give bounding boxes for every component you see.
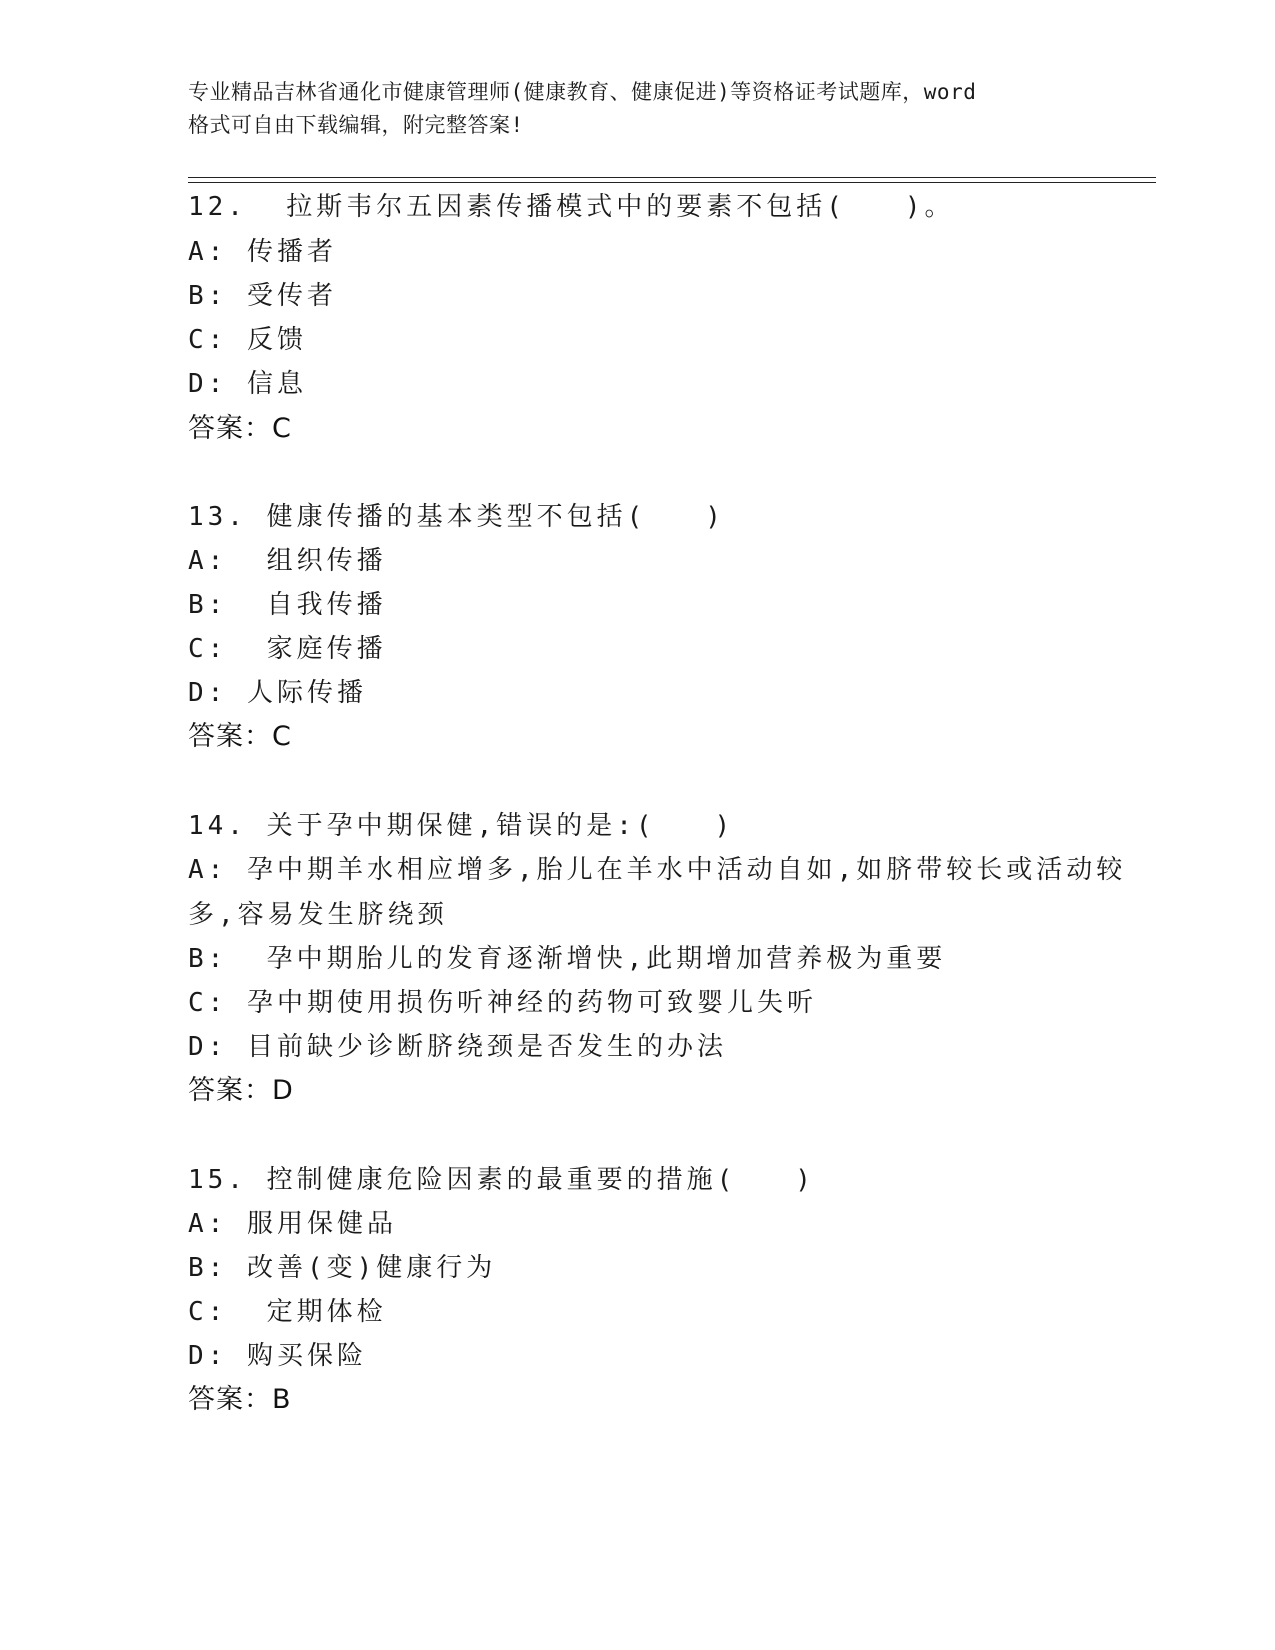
question-12-answer: 答案：C [188, 413, 292, 444]
question-13-option-a: A: 组织传播 [188, 546, 387, 576]
question-15-option-d: D: 购买保险 [188, 1341, 367, 1371]
question-14-option-a-cont: 多,容易发生脐绕颈 [188, 900, 448, 930]
question-12-option-c: C: 反馈 [188, 325, 307, 355]
question-15-option-b: B: 改善(变)健康行为 [188, 1253, 497, 1283]
question-13-option-d: D: 人际传播 [188, 678, 367, 708]
question-12-option-a: A: 传播者 [188, 237, 337, 267]
question-15-option-a: A: 服用保健品 [188, 1209, 397, 1239]
question-15-answer: 答案：B [188, 1384, 292, 1415]
question-14-option-c: C: 孕中期使用损伤听神经的药物可致婴儿失听 [188, 988, 817, 1018]
question-14-option-b: B: 孕中期胎儿的发育逐渐增快,此期增加营养极为重要 [188, 944, 947, 974]
header-rule-bottom [188, 182, 1156, 183]
question-12-option-d: D: 信息 [188, 369, 307, 399]
question-13-stem: 13. 健康传播的基本类型不包括( ) [188, 502, 725, 532]
question-13-option-b: B: 自我传播 [188, 590, 387, 620]
question-14-answer: 答案：D [188, 1075, 294, 1106]
question-15-option-c: C: 定期体检 [188, 1297, 387, 1327]
question-14-stem: 14. 关于孕中期保健,错误的是:( ) [188, 811, 735, 841]
question-15-stem: 15. 控制健康危险因素的最重要的措施( ) [188, 1165, 815, 1195]
question-13-answer: 答案：C [188, 721, 292, 752]
question-12-stem: 12. 拉斯韦尔五因素传播模式中的要素不包括( )。 [188, 192, 955, 222]
question-12-option-b: B: 受传者 [188, 281, 337, 311]
question-13-option-c: C: 家庭传播 [188, 634, 387, 664]
question-14-option-a: A: 孕中期羊水相应增多,胎儿在羊水中活动自如,如脐带较长或活动较 [188, 855, 1127, 885]
document-header: 专业精品吉林省通化市健康管理师(健康教育、健康促进)等资格证考试题库，word 格式可自由下载编辑，附完整答案! [188, 80, 977, 137]
header-rule-top [188, 177, 1156, 178]
question-14-option-d: D: 目前缺少诊断脐绕颈是否发生的办法 [188, 1032, 727, 1062]
